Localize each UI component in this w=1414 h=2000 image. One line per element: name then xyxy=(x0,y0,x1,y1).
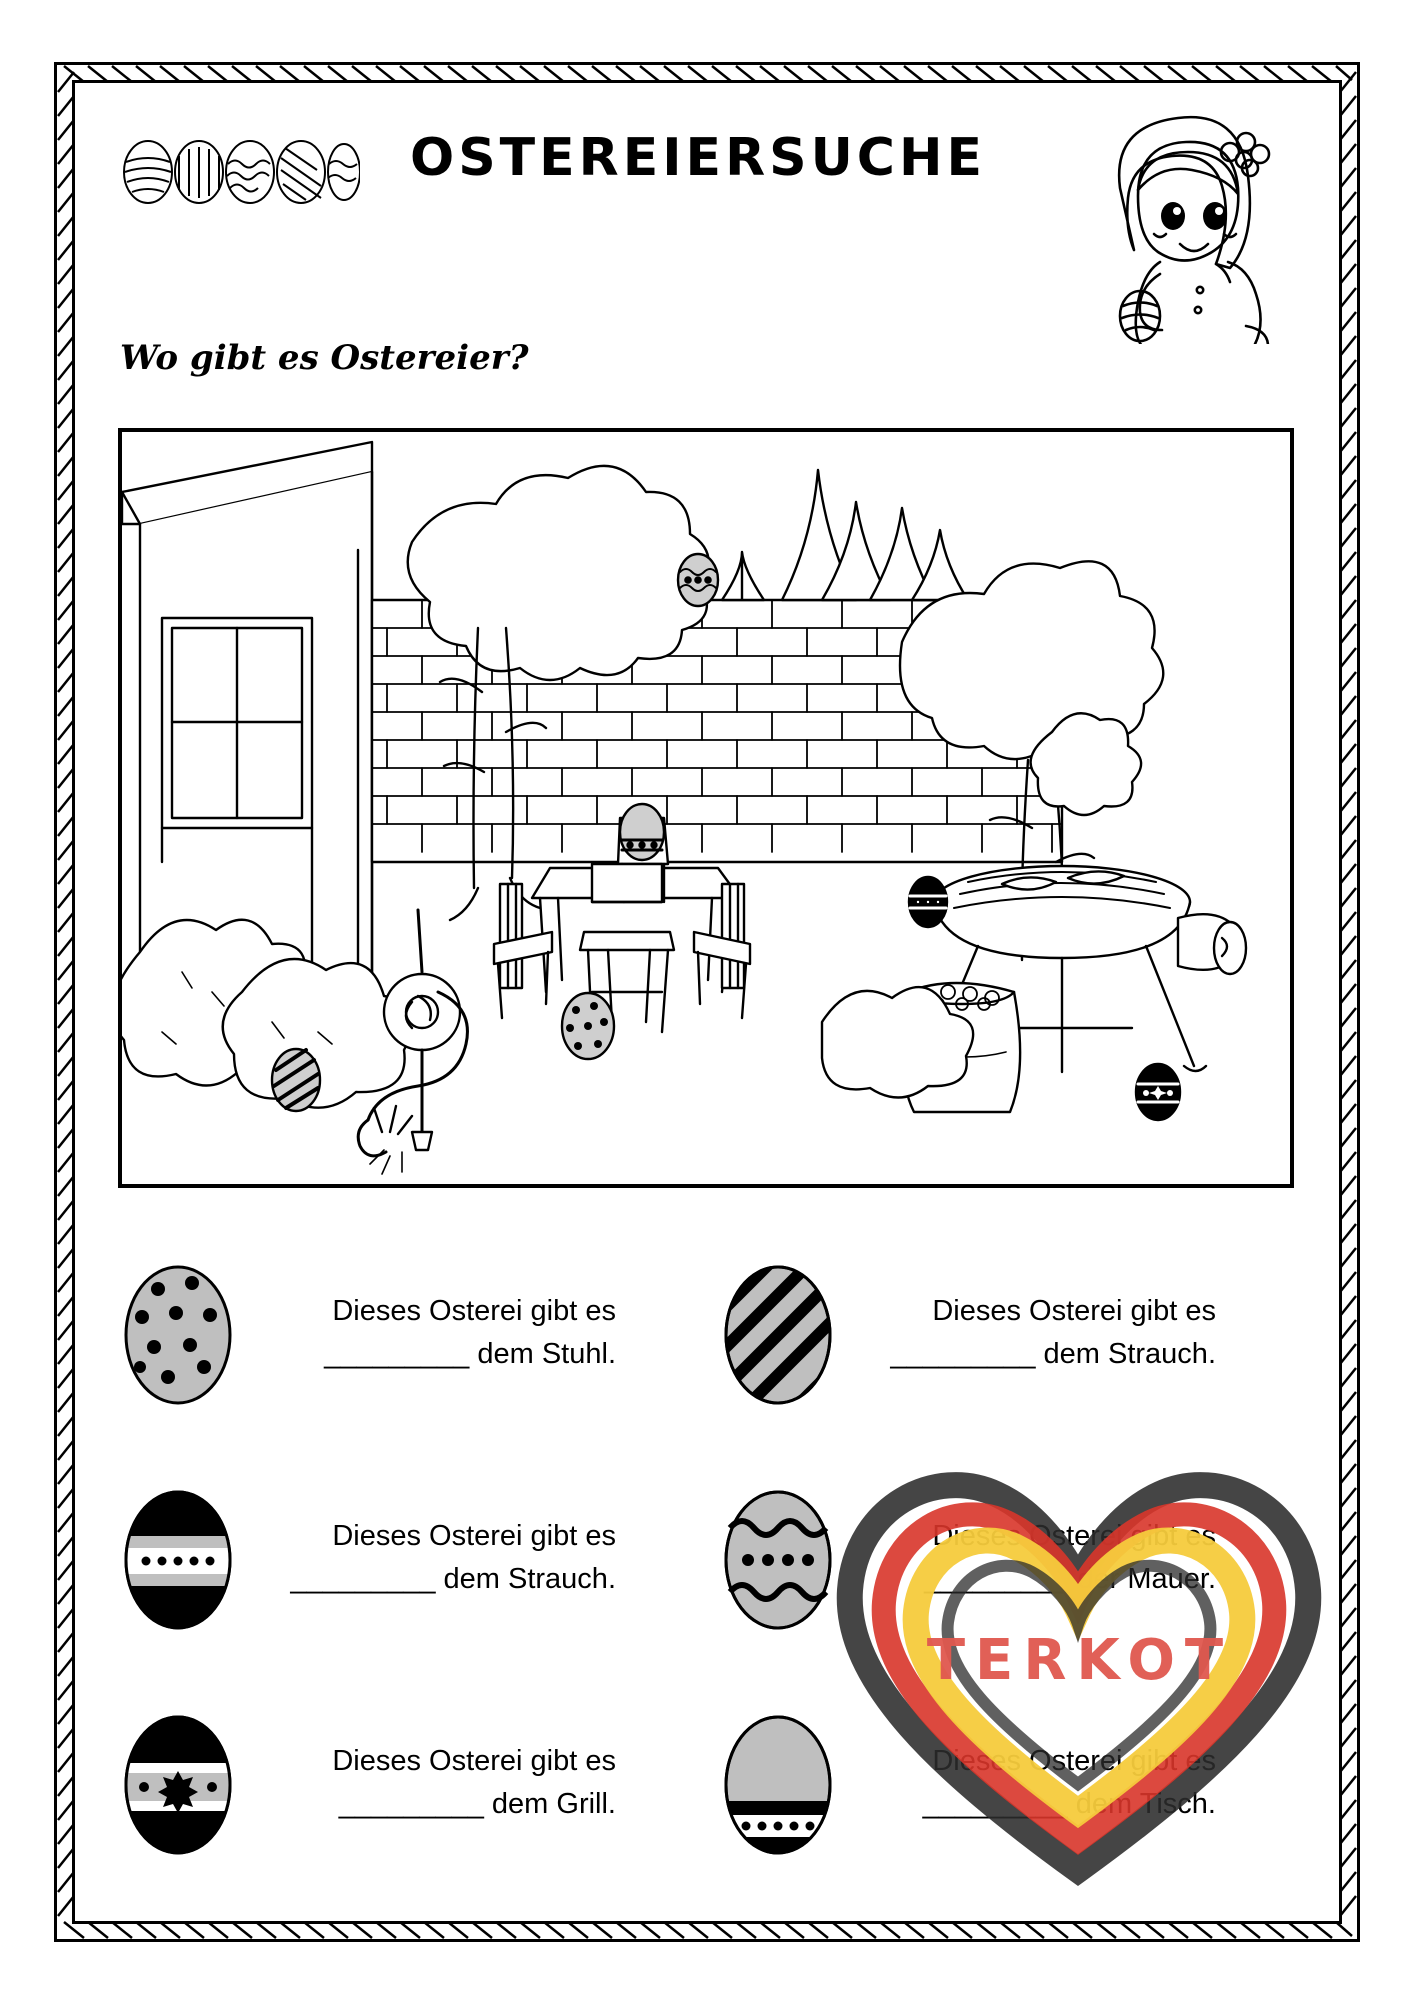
answer-line-1: Dieses Osterei gibt es xyxy=(332,1520,616,1553)
garden-scene-illustration xyxy=(118,428,1294,1188)
egg-flower-band-icon xyxy=(118,1705,238,1860)
answer-line-2: _________ der Mauer. xyxy=(924,1562,1216,1595)
answer-line-1: Dieses Osterei gibt es xyxy=(332,1295,616,1328)
answer-line-2: _________ dem Strauch. xyxy=(290,1562,616,1595)
answer-text xyxy=(256,1740,616,1824)
answer-line-1: Dieses Osterei gibt es xyxy=(932,1520,1216,1553)
answer-text xyxy=(256,1515,616,1599)
easter-eggs-row-icon xyxy=(120,136,360,206)
answer-line-2: _________ dem Tisch. xyxy=(922,1787,1216,1820)
answer-text xyxy=(856,1740,1216,1824)
egg-dots-icon xyxy=(118,1255,238,1410)
answer-line-1: Dieses Osterei gibt es xyxy=(932,1295,1216,1328)
answer-line-1: Dieses Osterei gibt es xyxy=(332,1745,616,1778)
watermark-text: TERKOT xyxy=(926,1628,1234,1693)
girl-with-egg-icon xyxy=(1068,104,1298,344)
answer-text xyxy=(256,1290,616,1374)
answer-row xyxy=(718,1445,1308,1670)
answer-row xyxy=(118,1445,718,1670)
egg-stripes-icon xyxy=(718,1255,838,1410)
answer-row xyxy=(718,1220,1308,1445)
scene-drawing xyxy=(122,432,1294,1188)
answer-row xyxy=(118,1220,718,1445)
instruction-text: Wo gibt es Ostereier? xyxy=(120,338,529,378)
answer-line-2: _________ dem Grill. xyxy=(338,1787,616,1820)
answer-text xyxy=(856,1290,1216,1374)
egg-waves-dots-icon xyxy=(718,1480,838,1635)
egg-grey-dot-band-icon xyxy=(718,1705,838,1860)
answer-line-2: _________ dem Stuhl. xyxy=(324,1337,616,1370)
answer-list xyxy=(118,1220,1308,1895)
answer-line-1: Dieses Osterei gibt es xyxy=(932,1745,1216,1778)
answer-line-2: _________ dem Strauch. xyxy=(890,1337,1216,1370)
page-title: OSTEREIERSUCHE xyxy=(410,128,986,188)
answer-row xyxy=(118,1670,718,1895)
answer-row xyxy=(718,1670,1308,1895)
worksheet-header xyxy=(110,128,1310,218)
answer-text xyxy=(856,1515,1216,1599)
egg-band-dots-icon xyxy=(118,1480,238,1635)
